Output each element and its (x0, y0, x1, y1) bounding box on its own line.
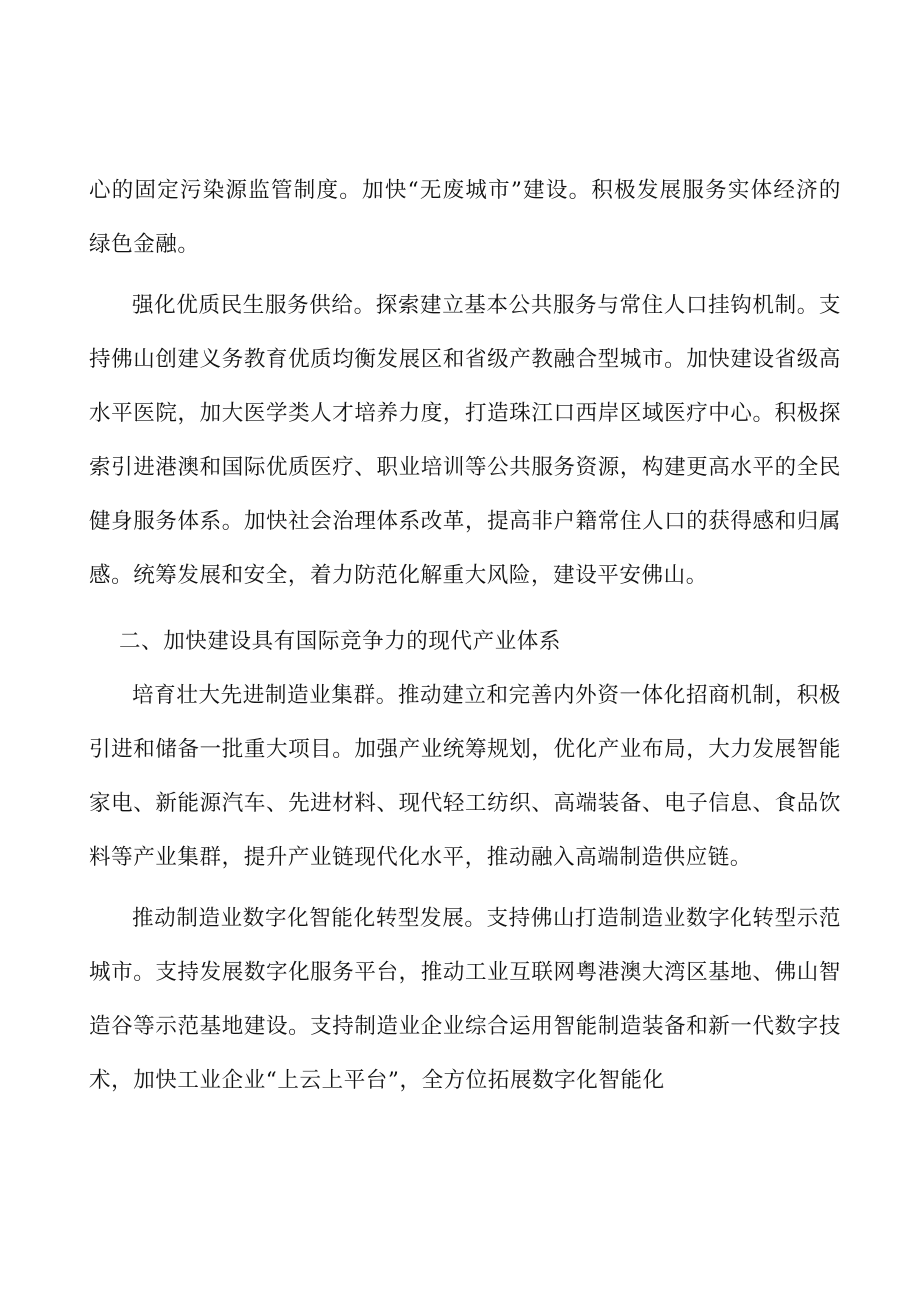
paragraph-pollution-continuation: 心的固定污染源监管制度。加快“无废城市”建设。积极发展服务实体经济的绿色金融。 (89, 178, 841, 257)
paragraph-digital-transformation: 推动制造业数字化智能化转型发展。支持佛山打造制造业数字化转型示范城市。支持发展数字化服务平台，推动工业互联网粤港澳大湾区基地、佛山智造谷等示范基地建设。支持制造业企业综合运用智能制造装备和新一代数字技术，加快工业企业“上云上平台”，全方位拓展数字化智能化 (89, 906, 841, 1093)
paragraph-public-services: 强化优质民生服务供给。探索建立基本公共服务与常住人口挂钩机制。支持佛山创建义务教育优质均衡发展区和省级产教融合型城市。加快建设省级高水平医院，加大医学类人才培养力度，打造珠江口西岸区域医疗中心。积极探索引进港澳和国际优质医疗、职业培训等公共服务资源，构建更高水平的全民健身服务体系。加快社会治理体系改革，提高非户籍常住人口的获得感和归属感。统筹发展和安全，着力防范化解重大风险，建设平安佛山。 (89, 293, 841, 588)
section-heading: 二、加快建设具有国际竞争力的现代产业体系 (119, 629, 562, 654)
paragraph-manufacturing-clusters: 培育壮大先进制造业集群。推动建立和完善内外资一体化招商机制，积极引进和储备一批重大项目。加强产业统筹规划，优化产业布局，大力发展智能家电、新能源汽车、先进材料、现代轻工纺织、高端装备、电子信息、食品饮料等产业集群，提升产业链现代化水平，推动融入高端制造供应链。 (89, 683, 841, 870)
document-body (89, 164, 841, 1108)
